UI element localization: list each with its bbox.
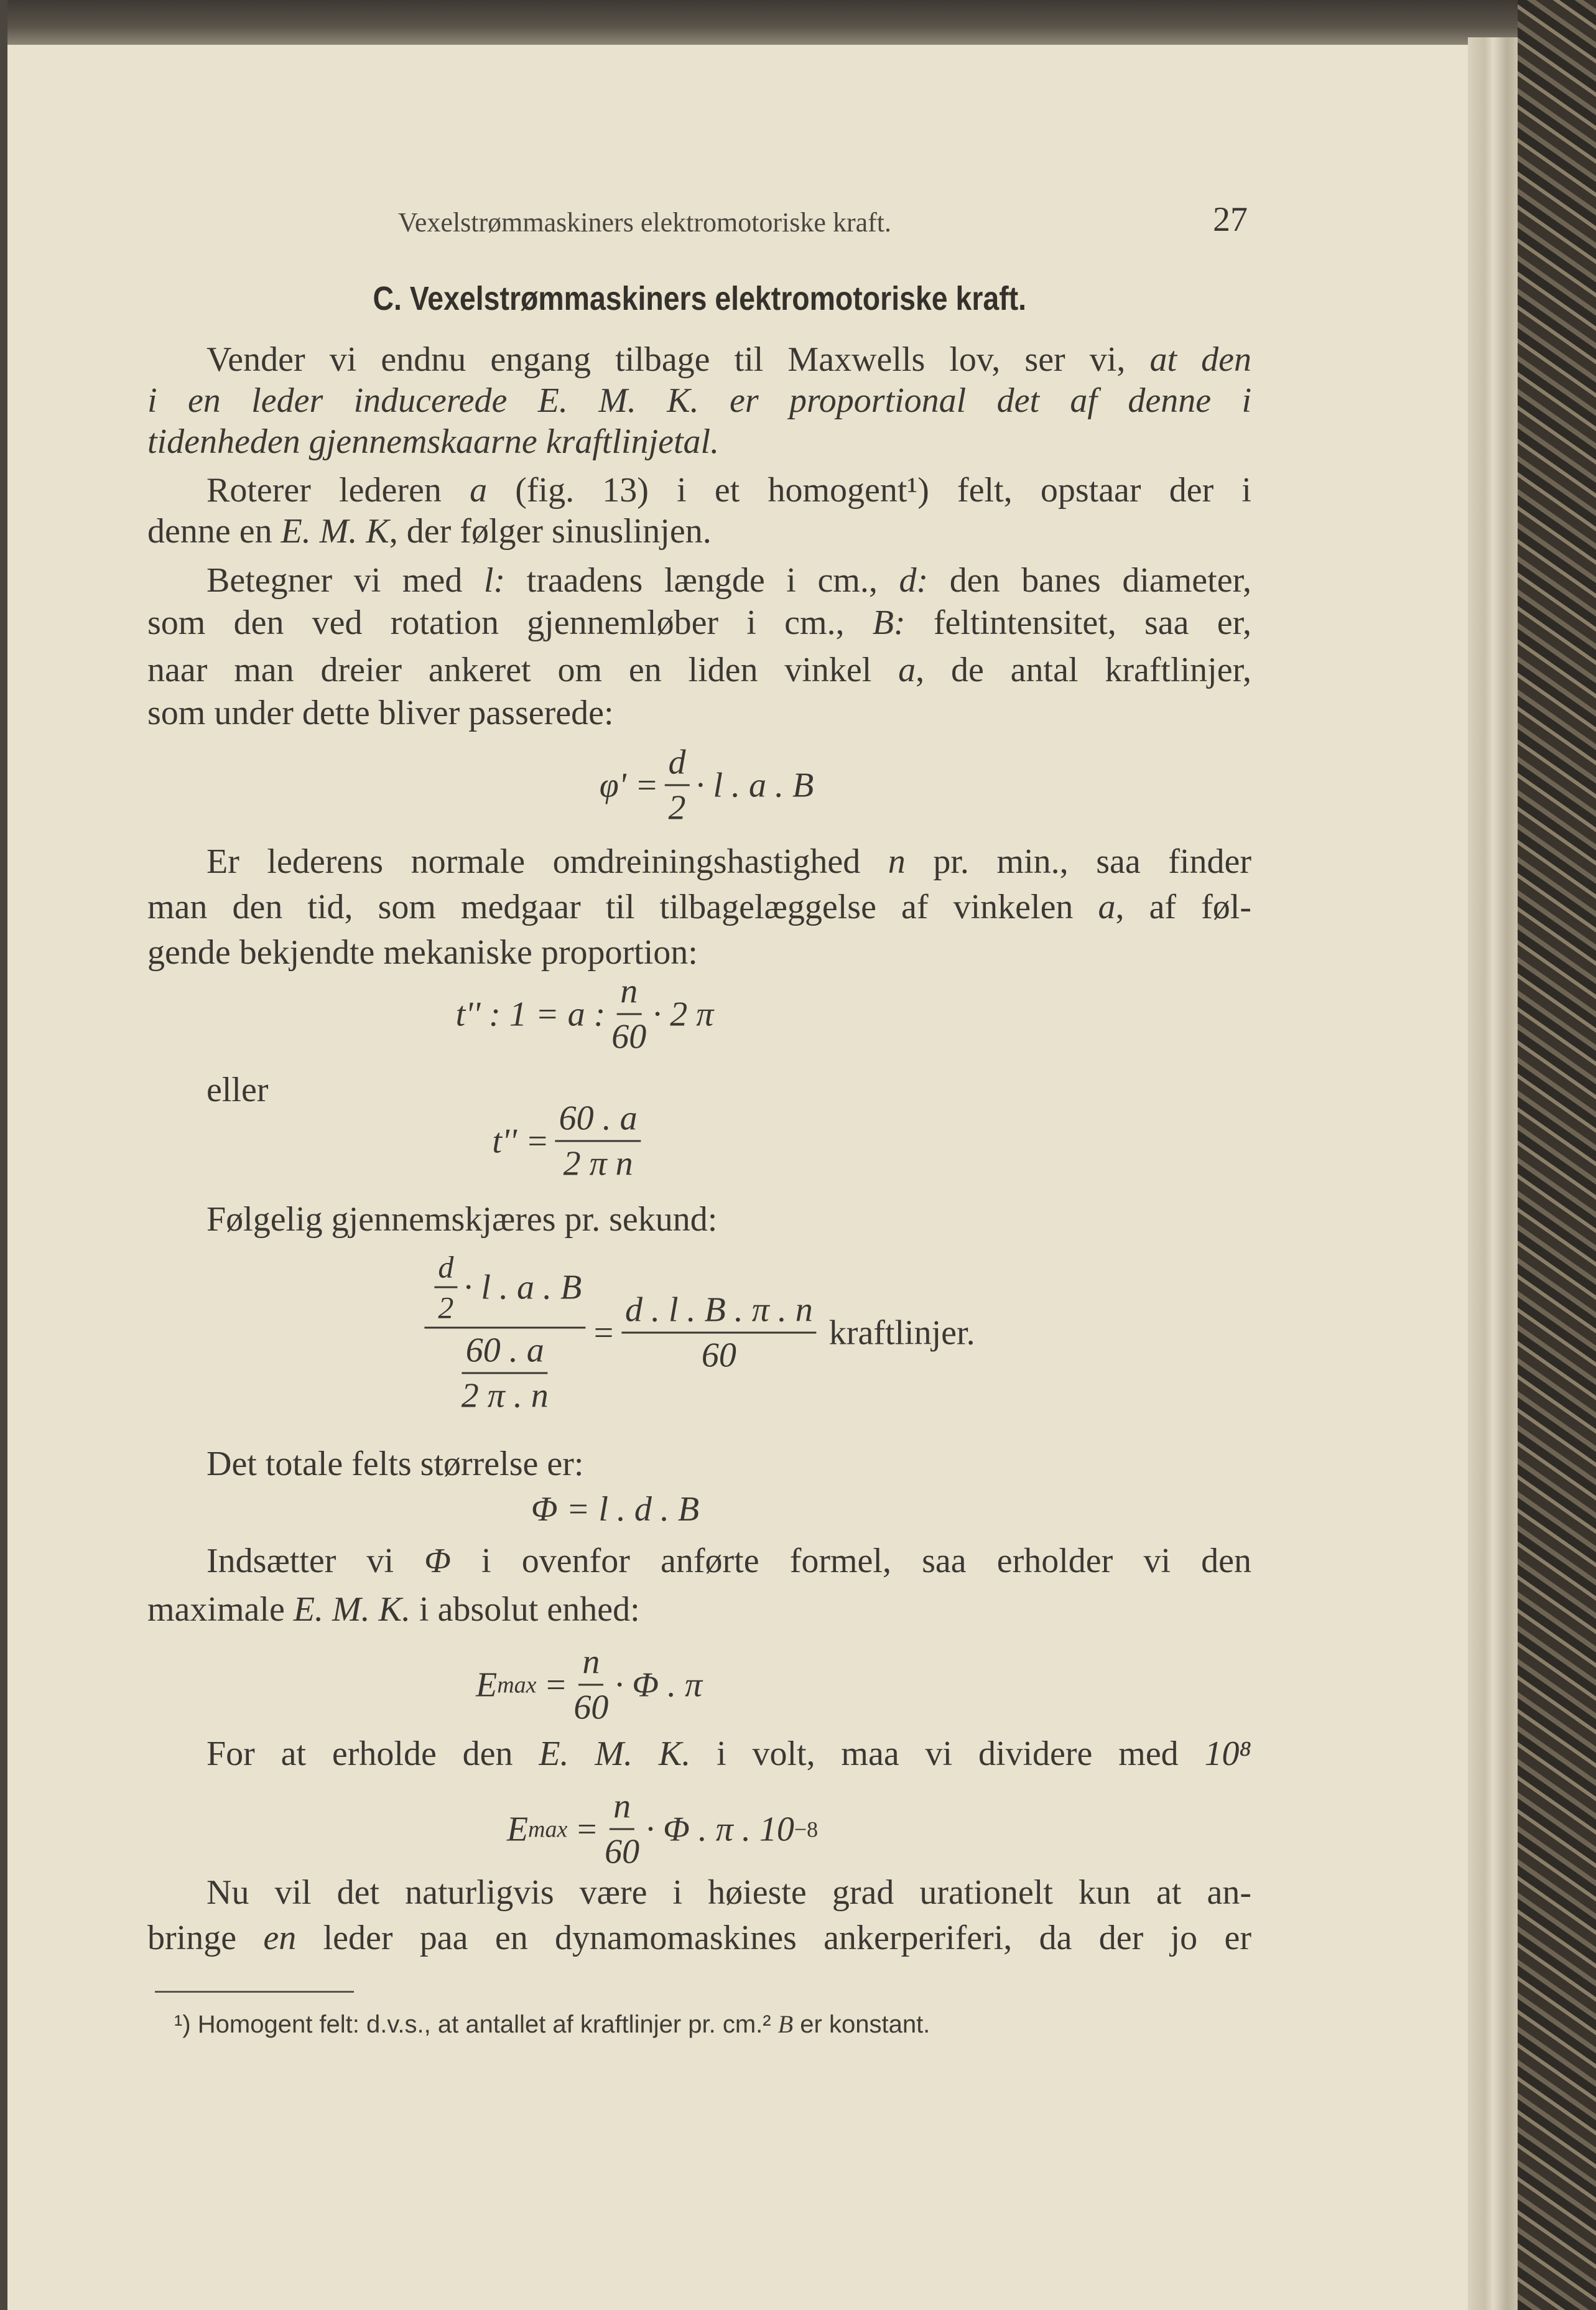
- text-span: i absolut enhed:: [411, 1590, 640, 1629]
- text-span: Roterer lederen: [206, 471, 470, 510]
- text-span: Vender vi endnu engang tilbage til Maxwells lov, ser vi,: [206, 340, 1150, 379]
- italic-text: E. M. K.: [539, 1735, 691, 1773]
- text-line: [206, 1068, 1251, 1112]
- text-line: [206, 1539, 1251, 1583]
- text-line: [147, 601, 1251, 645]
- text-span: denne en: [147, 512, 281, 551]
- text-span: man den tid, som medgaar til tilbagelæggelse af vinkelen: [147, 888, 1098, 926]
- fraction: $\frac{d}{2}$: [664, 743, 689, 827]
- fraction: $\frac{n}{60}$: [573, 1642, 609, 1727]
- eq-lhs: t'' =: [492, 1122, 549, 1160]
- text-line: [147, 931, 1251, 974]
- italic-text: l:: [483, 561, 506, 600]
- italic-text: a: [470, 471, 488, 510]
- text-line: [206, 840, 1251, 883]
- fraction: $\frac{n}{60}$: [605, 1787, 640, 1871]
- text-span: Det totale felts størrelse er:: [206, 1445, 584, 1483]
- eq-lhs: t'' : 1 = a :: [455, 995, 606, 1033]
- fraction: $\frac{d . l . B . \pi . n}{60}$: [621, 1291, 817, 1375]
- fraction: $\frac{n}{60}$: [611, 972, 647, 1056]
- equation-emax-absolute: E max = $\frac{n}{60}$ · Φ . π: [475, 1642, 703, 1727]
- text-span: som under dette bliver passerede:: [147, 694, 614, 732]
- text-line: [206, 1732, 1251, 1776]
- text-line: [206, 1871, 1251, 1914]
- italic-text: a: [1098, 888, 1116, 926]
- text-span: , af føl-: [1115, 888, 1251, 926]
- italic-text: E. M. K: [281, 512, 389, 551]
- fraction: $\frac{60 . a}{\text{2 π n}}$: [555, 1099, 641, 1183]
- italic-text: at den: [1149, 340, 1251, 379]
- text-span: gende bekjendte mekaniske proportion:: [147, 933, 698, 972]
- equation-total-flux: Φ = l . d . B: [531, 1490, 700, 1529]
- fraction: $\frac{60 . a}{2 \pi . n}$: [461, 1331, 549, 1415]
- text-span: Indsætter vi: [206, 1542, 425, 1580]
- text-span: bringe: [147, 1919, 264, 1957]
- fraction: $\frac{d}{2}$: [434, 1250, 457, 1325]
- eq-rest: · l . a . B: [695, 766, 814, 804]
- italic-text: d:: [899, 561, 929, 600]
- equation-phi-prime: [600, 743, 814, 827]
- equation-proportion: [456, 972, 714, 1056]
- text-span: feltintensitet, saa er,: [905, 603, 1251, 642]
- text-line: [206, 338, 1251, 381]
- italic-text: B:: [872, 603, 906, 642]
- text-line: [147, 510, 1251, 553]
- text-span: maximale: [147, 1590, 294, 1629]
- eq-rest: · 2 π: [652, 995, 714, 1033]
- text-span: i ovenfor anførte formel, saa erholder vi den: [450, 1542, 1251, 1580]
- text-line: [206, 1442, 1251, 1486]
- italic-text: i en leder inducerede E. M. K. er proportional det af denne i: [147, 381, 1251, 420]
- section-title: C. Vexelstrømmaskiners elektromotoriske kraft.: [373, 280, 1026, 317]
- text-span: leder paa en dynamomaskines ankerperiferi, da der jo er: [296, 1919, 1251, 1957]
- text-line: [206, 1198, 1251, 1241]
- book-cover-edge: [1518, 0, 1596, 2310]
- italic-text: tidenheden gjennemskaarne kraftlinjetal.: [147, 422, 720, 461]
- italic-text: n: [888, 842, 906, 881]
- footnote-rule: [155, 1991, 354, 1993]
- text-line: [147, 420, 1251, 463]
- text-span: , de antal kraftlinjer,: [916, 651, 1251, 689]
- text-line: [147, 1588, 1251, 1631]
- text-span: som den ved rotation gjennemløber i cm.,: [147, 603, 873, 642]
- book-left-edge: [0, 0, 7, 2310]
- text-span: Betegner vi med: [206, 561, 484, 600]
- italic-text: Φ: [424, 1542, 451, 1580]
- equation-lines-per-second: $\frac{d}{2}$ · l . a . B $\frac{60 . a}{2 \pi . n}$ = $\frac{d . l . B . \pi . n}{60}$ kraftlinjer.: [418, 1250, 975, 1415]
- italic-text: E. M. K.: [293, 1590, 411, 1629]
- eq-lhs: φ' =: [599, 766, 659, 804]
- text-span: (fig. 13) i et homogent¹) felt, opstaar der i: [487, 471, 1251, 510]
- italic-text: a: [898, 651, 916, 689]
- text-line: [147, 691, 1251, 735]
- text-span: Nu vil det naturligvis være i høieste grad urationelt kun at an-: [206, 1873, 1251, 1912]
- running-title: Vexelstrømmaskiners elektromotoriske kraft.: [398, 207, 892, 238]
- italic-text: en: [263, 1919, 297, 1957]
- page-stack-edge: [1468, 37, 1524, 2310]
- compound-fraction: $\frac{d}{2}$ · l . a . B $\frac{60 . a}{2 \pi . n}$: [424, 1250, 585, 1415]
- text-span: Er lederens normale omdreiningshastighed: [206, 842, 888, 881]
- unit-label: kraftlinjer.: [828, 1313, 975, 1352]
- text-span: pr. min., saa finder: [905, 842, 1251, 881]
- text-line: [147, 379, 1251, 422]
- book-top-edge: [0, 0, 1596, 45]
- page-number: 27: [1213, 200, 1248, 239]
- text-span: For at erholde den: [206, 1735, 539, 1773]
- footnote: ¹) Homogent felt: d.v.s., at antallet af kraftlinjer pr. cm.² B er konstant.: [174, 2010, 930, 2038]
- text-line: [206, 559, 1251, 602]
- text-span: naar man dreier ankeret om en liden vinkel: [147, 651, 899, 689]
- text-line: [147, 648, 1251, 692]
- equation-time: [492, 1099, 647, 1183]
- text-line: [147, 885, 1251, 929]
- text-line: [206, 468, 1251, 512]
- italic-text: 10⁸: [1204, 1735, 1251, 1773]
- equation-emax-volt: E max = $\frac{n}{60}$ · Φ . π . 10 −8: [506, 1787, 819, 1871]
- text-span: Følgelig gjennemskjæres pr. sekund:: [206, 1200, 718, 1239]
- text-span: i volt, maa vi dividere med: [690, 1735, 1205, 1773]
- text-span: , der følger sinuslinjen.: [389, 512, 712, 551]
- text-span: eller: [206, 1071, 269, 1109]
- text-span: den banes diameter,: [928, 561, 1251, 600]
- text-span: traadens længde i cm.,: [505, 561, 899, 600]
- text-line: [147, 1916, 1251, 1960]
